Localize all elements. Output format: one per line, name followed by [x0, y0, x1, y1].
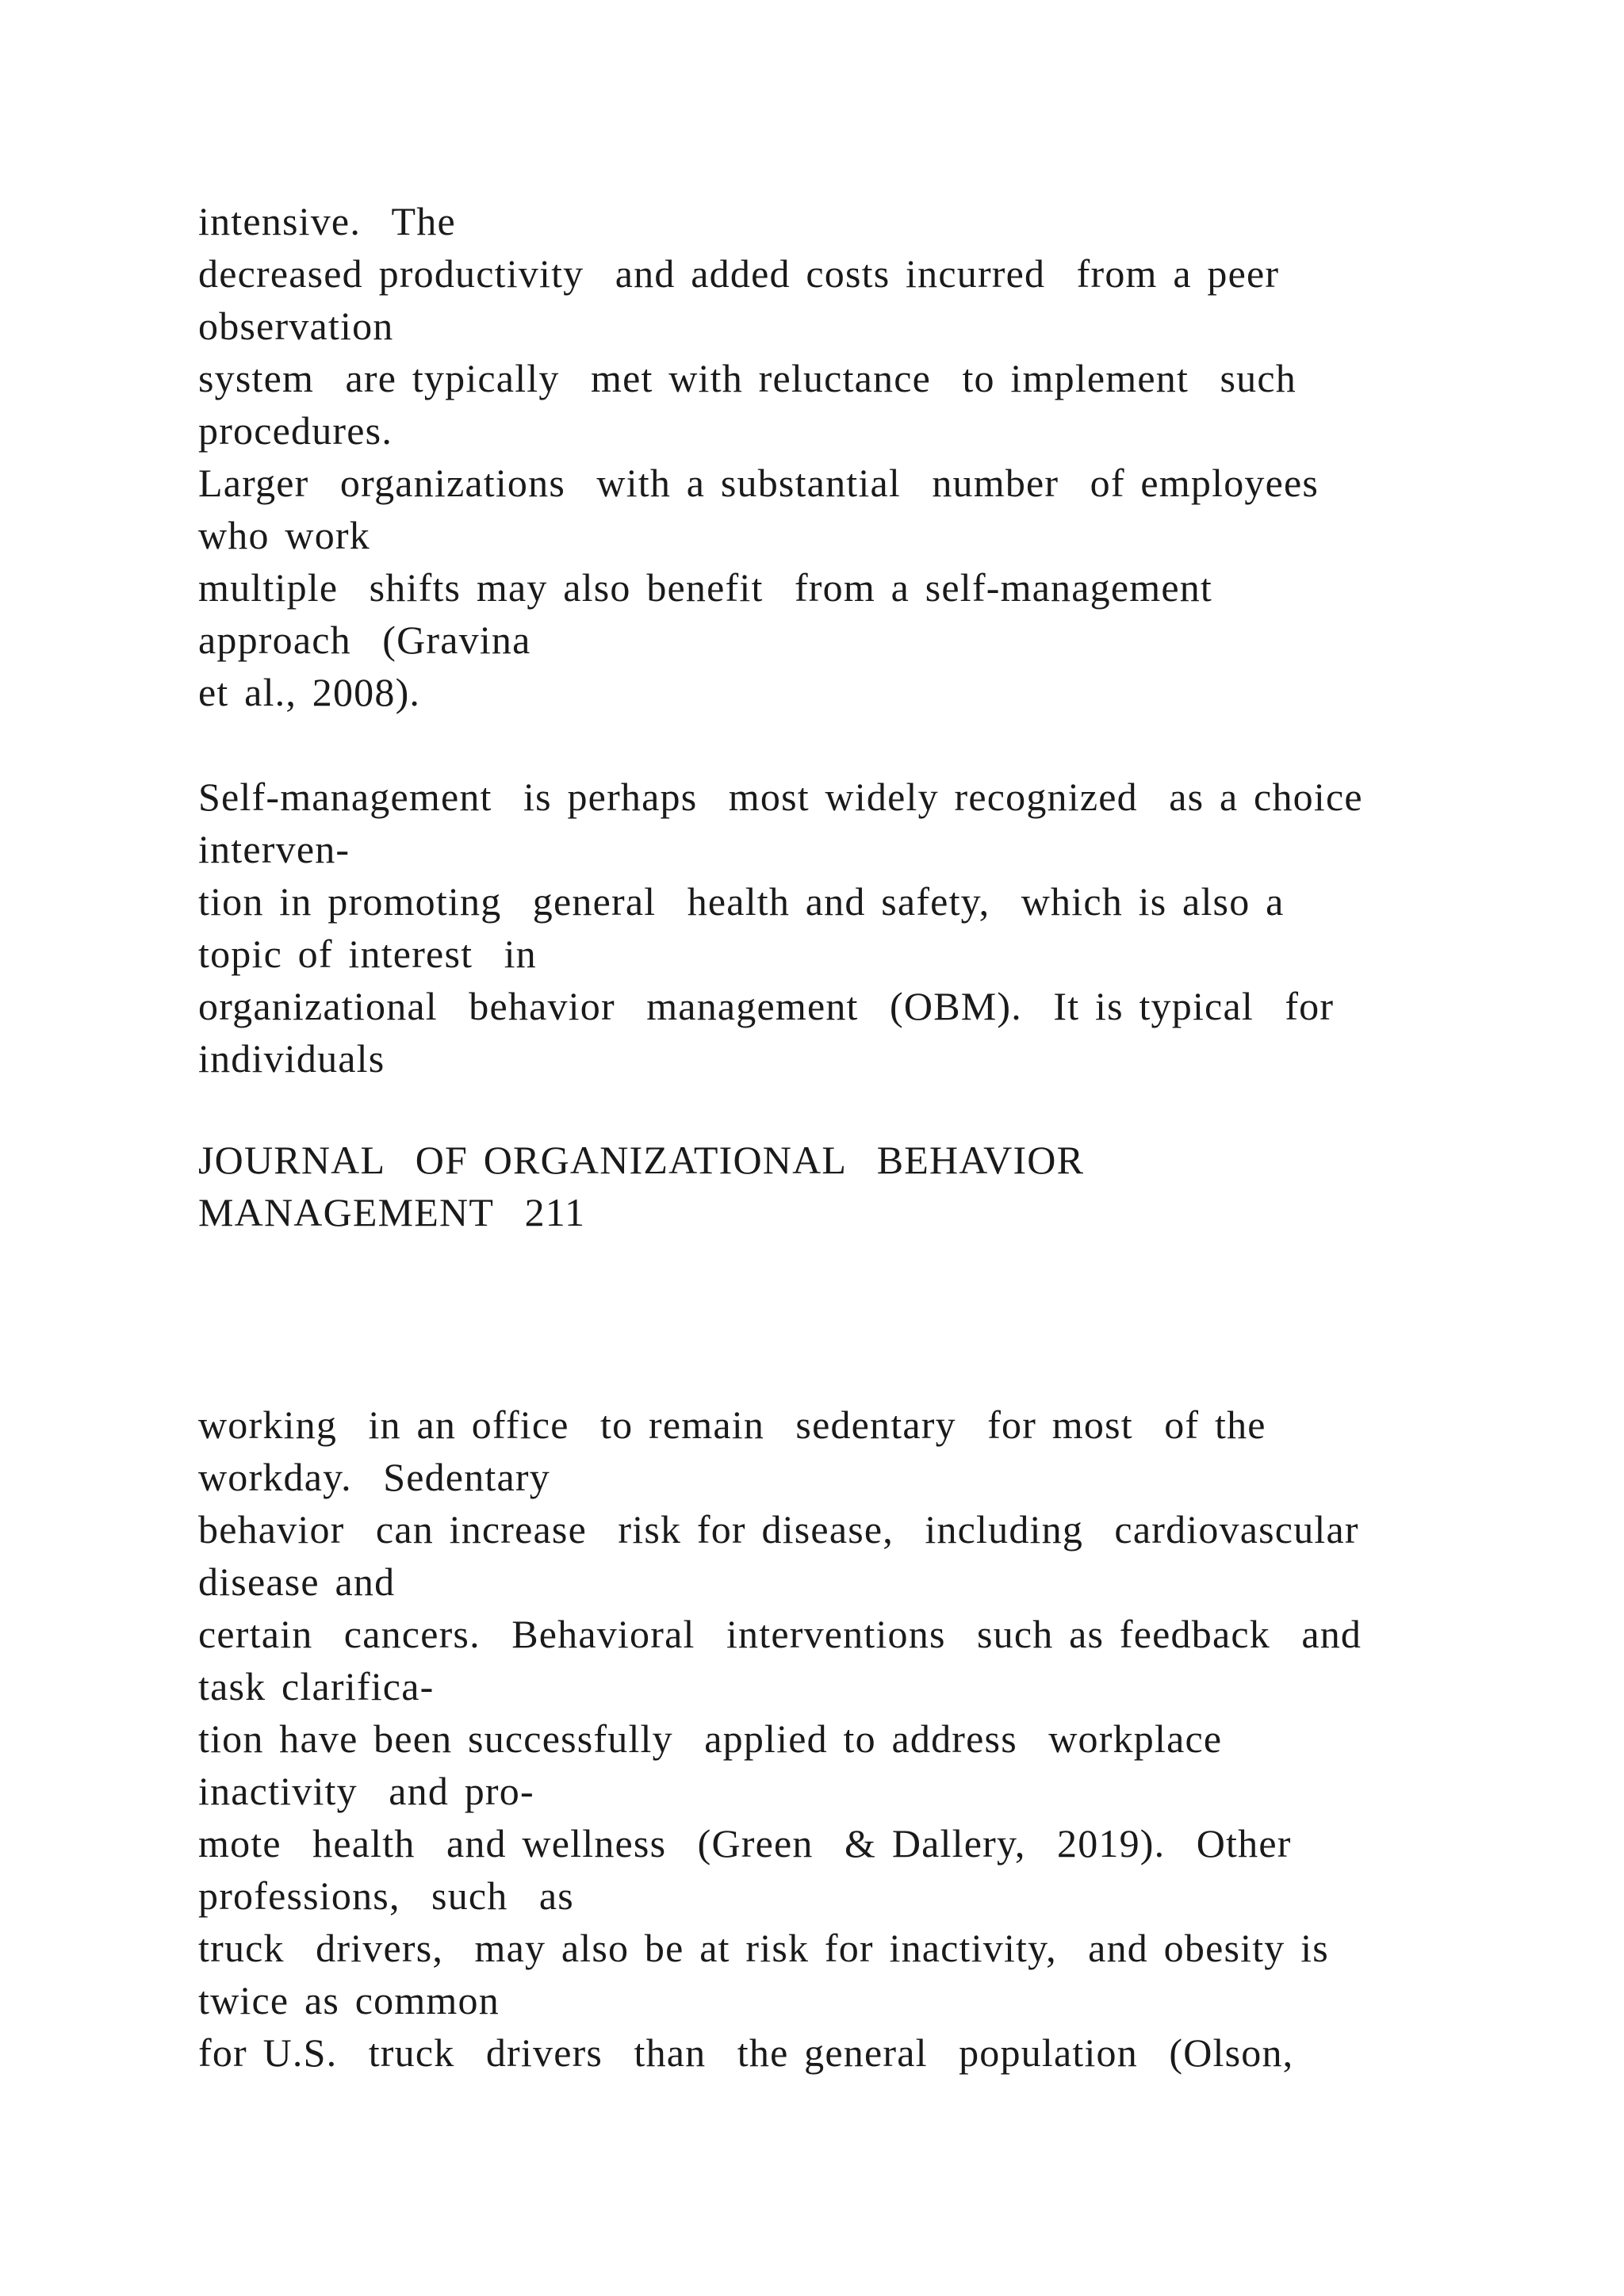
text-line: system are typically met with reluctance to implement such: [198, 356, 1297, 400]
text-line: task clarifica-: [198, 1664, 435, 1709]
text-line: tion in promoting general health and safety, which is also a: [198, 879, 1285, 924]
text-line: procedures.: [198, 408, 393, 453]
text-line: truck drivers, may also be at risk for inactivity, and obesity is: [198, 1926, 1329, 1970]
text-line: working in an office to remain sedentary for most of the: [198, 1402, 1266, 1447]
text-line: multiple shifts may also benefit from a self-management: [198, 565, 1213, 610]
text-line: Larger organizations with a substantial number of employees: [198, 461, 1320, 505]
text-line: disease and: [198, 1559, 396, 1604]
text-line: for U.S. truck drivers than the general population (Olson,: [198, 2030, 1294, 2075]
text-line: intensive. The: [198, 199, 456, 243]
text-line: inactivity and pro-: [198, 1769, 534, 1813]
paragraph-self-management: [198, 771, 1546, 1085]
text-line: workday. Sedentary: [198, 1455, 550, 1499]
journal-running-header: [198, 1134, 1546, 1238]
running-header-line: JOURNAL OF ORGANIZATIONAL BEHAVIOR: [198, 1138, 1085, 1182]
running-header-line: MANAGEMENT 211: [198, 1190, 586, 1234]
paragraph-sedentary-behavior: [198, 1399, 1546, 2079]
text-line: approach (Gravina: [198, 618, 531, 662]
text-line: Self-management is perhaps most widely recognized as a choice: [198, 775, 1363, 819]
paragraph-peer-observation: [198, 195, 1546, 718]
text-line: tion have been successfully applied to address workplace: [198, 1716, 1223, 1761]
text-line: mote health and wellness (Green & Dallery, 2019). Other: [198, 1821, 1292, 1866]
text-line: behavior can increase risk for disease, including cardiovascular: [198, 1507, 1359, 1552]
text-line: twice as common: [198, 1978, 500, 2022]
text-line: who work: [198, 513, 370, 557]
text-line: topic of interest in: [198, 932, 537, 976]
text-line: et al., 2008).: [198, 670, 421, 714]
text-line: organizational behavior management (OBM). It is typical for: [198, 984, 1335, 1028]
text-line: professions, such as: [198, 1873, 574, 1918]
text-line: individuals: [198, 1036, 385, 1081]
text-line: decreased productivity and added costs incurred from a peer: [198, 251, 1280, 296]
text-line: certain cancers. Behavioral interventions such as feedback and: [198, 1612, 1362, 1656]
text-line: observation: [198, 304, 394, 348]
text-line: interven-: [198, 827, 350, 871]
